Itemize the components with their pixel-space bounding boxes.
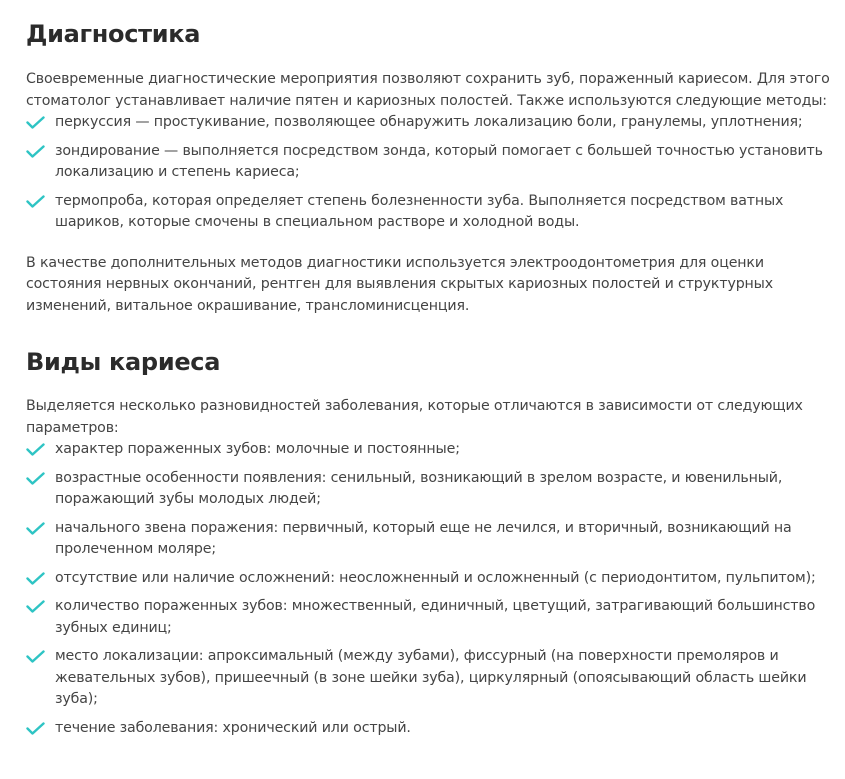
- list-item: [26, 112, 838, 134]
- list-item: [26, 191, 838, 234]
- list-item: [26, 518, 838, 561]
- list-item-text: возрастные особенности появления: сенильный, возникающий в зрелом возрасте, и ювенильный, поражающий зубы молодых людей;: [55, 469, 783, 507]
- caries-types-list: [26, 439, 838, 739]
- list-item-text: характер пораженных зубов: молочные и постоянные;: [55, 441, 460, 457]
- diagnostics-additional: В качестве дополнительных методов диагностики используется электроодонтометрия для оценки состояния нервных окончаний, рентген для выявления скрытых кариозных полостей и структурных изменений, витальное окрашивание, трансломинисценция.: [26, 254, 773, 314]
- list-item: [26, 439, 838, 461]
- check-icon: [26, 600, 45, 614]
- check-icon: [26, 472, 45, 486]
- list-item: [26, 141, 838, 184]
- check-icon: [26, 195, 45, 209]
- list-item-text: начального звена поражения: первичный, который еще не лечился, и вторичный, возникающий на пролеченном моляре;: [55, 519, 792, 557]
- diagnostics-intro: Своевременные диагностические мероприятия позволяют сохранить зуб, пораженный кариесом. Для этого стоматолог устанавливает наличие пятен и кариозных полостей. Также используются следующие методы:: [26, 71, 830, 109]
- list-item-text: количество пораженных зубов: множественный, единичный, цветущий, затрагивающий большинство зубных единиц;: [55, 598, 816, 636]
- list-item-text: зондирование — выполняется посредством зонда, который помогает с большей точностью установить локализацию и степень кариеса;: [55, 142, 823, 180]
- list-item-text: перкуссия — простукивание, позволяющее обнаружить локализацию боли, гранулемы, уплотнения;: [55, 114, 803, 130]
- section-heading-caries-types: Виды кариеса: [26, 348, 221, 376]
- list-item: [26, 568, 838, 590]
- check-icon: [26, 443, 45, 457]
- check-icon: [26, 116, 45, 130]
- check-icon: [26, 522, 45, 536]
- section-heading-diagnostics: Диагностика: [26, 20, 201, 48]
- check-icon: [26, 650, 45, 664]
- list-item: [26, 468, 838, 511]
- list-item-text: термопроба, которая определяет степень болезненности зуба. Выполняется посредством ватных шариков, которые смочены в специальном растворе и холодной воды.: [55, 192, 784, 230]
- caries-types-intro: Выделяется несколько разновидностей заболевания, которые отличаются в зависимости от следующих параметров:: [26, 398, 803, 436]
- check-icon: [26, 572, 45, 586]
- check-icon: [26, 722, 45, 736]
- check-icon: [26, 145, 45, 159]
- diagnostics-methods-list: [26, 112, 838, 234]
- list-item-text: место локализации: апроксимальный (между зубами), фиссурный (на поверхности премоляров и жевательных зубов), пришеечный (в зоне шейки зуба), циркулярный (опоясывающий область шейки зуба);: [55, 648, 807, 707]
- list-item-text: течение заболевания: хронический или острый.: [55, 719, 411, 736]
- list-item-text: отсутствие или наличие осложнений: неосложненный и осложненный (с периодонтитом, пульпитом);: [55, 569, 816, 586]
- list-item: [26, 596, 838, 639]
- list-item: [26, 718, 838, 740]
- list-item: [26, 646, 838, 711]
